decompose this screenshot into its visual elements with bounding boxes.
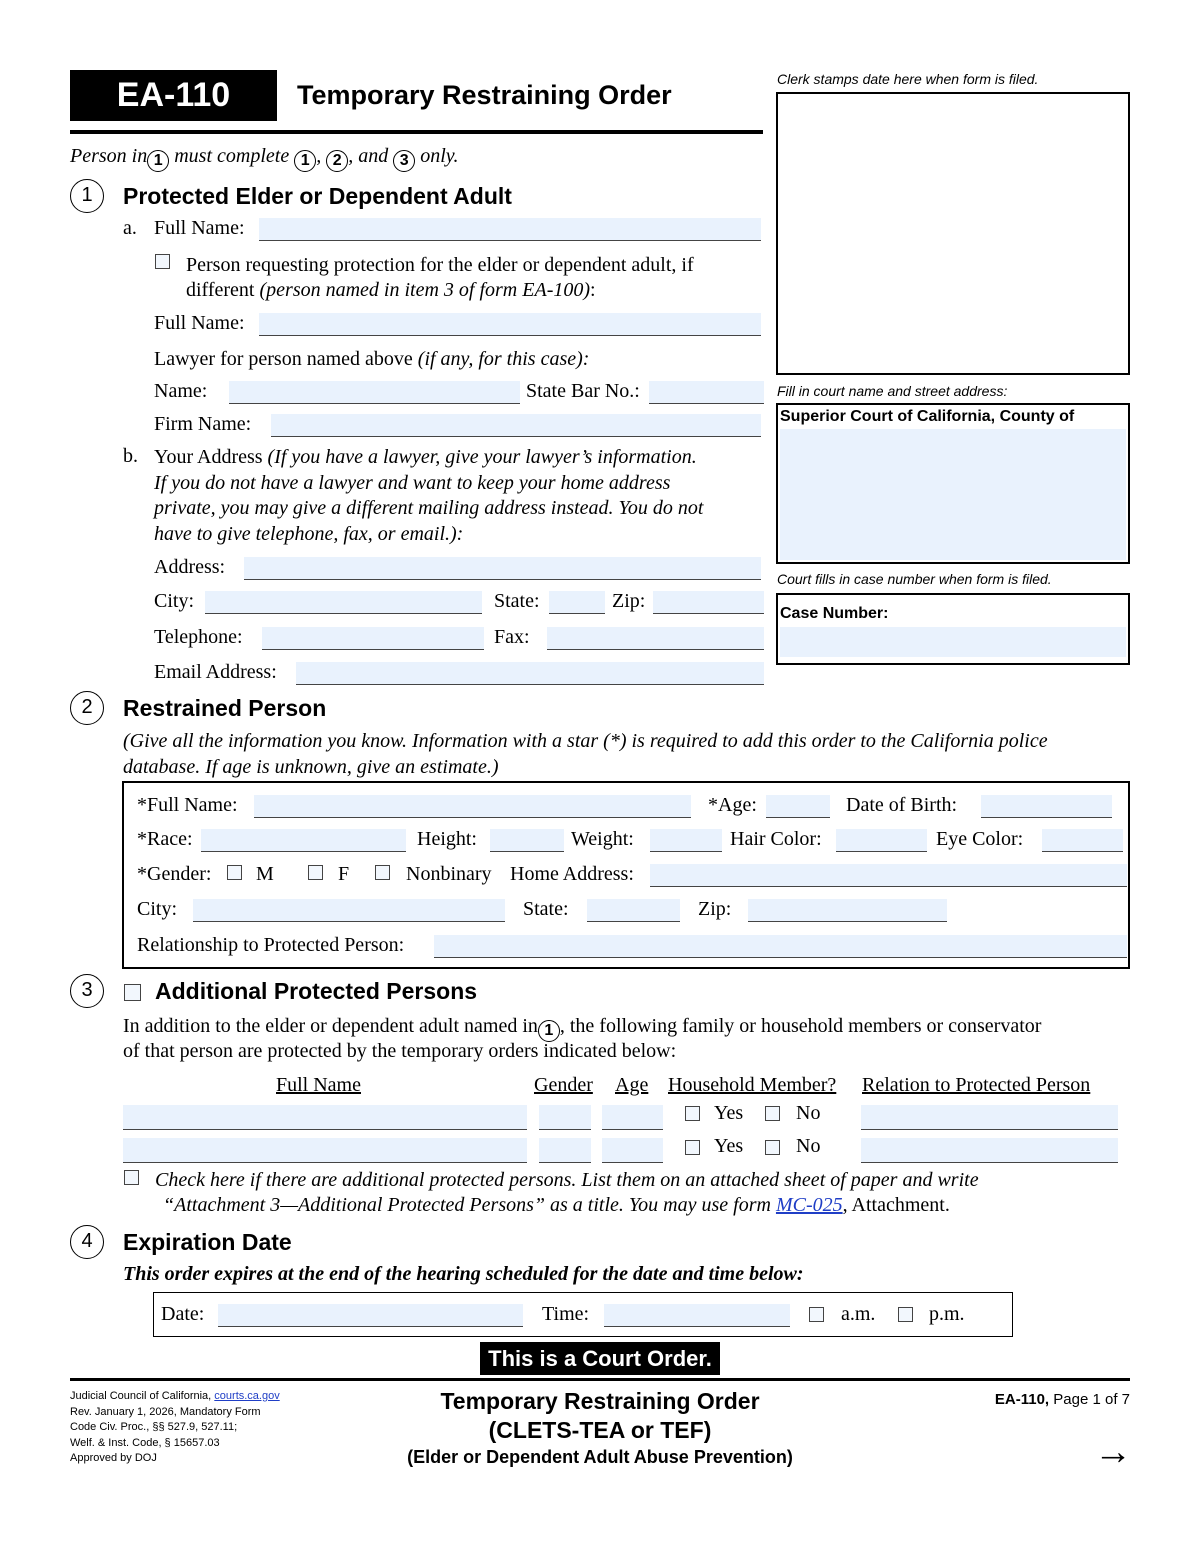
am-checkbox[interactable] (809, 1307, 824, 1322)
rp-zip-input[interactable] (748, 899, 947, 922)
additional-persons-checkbox[interactable] (124, 984, 141, 1001)
text: , Attachment. (842, 1194, 950, 1216)
col-full-name: Full Name (276, 1074, 361, 1096)
protected-full-name-input[interactable] (259, 218, 761, 241)
pm-checkbox[interactable] (898, 1307, 913, 1322)
text: “Attachment 3—Additional Protected Persons” as a title. You may use form (163, 1194, 776, 1216)
instr-text: must complete (174, 145, 290, 167)
footer-title (350, 1387, 850, 1469)
requester-full-name-label: Full Name: (154, 312, 245, 334)
col-relation: Relation to Protected Person (862, 1074, 1091, 1096)
rp-state-input[interactable] (587, 899, 680, 922)
requester-text: Person requesting protection for the elder or dependent adult, if (186, 254, 694, 276)
rp-race-label: *Race: (137, 828, 193, 850)
rp-relationship-label: Relationship to Protected Person: (137, 934, 405, 956)
state-input[interactable] (549, 591, 605, 614)
case-number-label: Case Number: (780, 605, 889, 622)
requester-full-name-input[interactable] (259, 313, 761, 336)
state-bar-label: State Bar No.: (526, 380, 640, 402)
section-2-note (123, 728, 1048, 780)
rp-age-label: *Age: (708, 794, 757, 816)
text: Code Civ. Proc., §§ 527.9, 527.11; (70, 1421, 238, 1433)
requester-checkbox[interactable] (155, 254, 170, 269)
zip-label: Zip: (612, 590, 646, 612)
court-order-banner: This is a Court Order. (480, 1342, 720, 1375)
text: (if any, for this case): (417, 348, 590, 370)
rp-eye-input[interactable] (1042, 829, 1123, 852)
state-label: State: (494, 590, 540, 612)
section-2-number: 2 (70, 691, 104, 725)
text: Approved by DOJ (70, 1452, 157, 1464)
court-name: Superior Court of California, County of (780, 408, 1075, 425)
case-number-box (776, 593, 1130, 665)
rp-weight-label: Weight: (571, 828, 634, 850)
telephone-input[interactable] (262, 627, 484, 650)
exp-date-input[interactable] (218, 1304, 523, 1327)
text: Lawyer for person named above (154, 348, 418, 370)
form-code-box: EA-110 (70, 70, 277, 121)
section-1-title: Protected Elder or Dependent Adult (123, 183, 512, 209)
text: database. If age is unknown, give an estimate.) (123, 756, 499, 778)
gender-f-label: F (338, 863, 350, 885)
text: In addition to the elder or dependent adult named in (123, 1015, 538, 1037)
text: (Elder or Dependent Adult Abuse Prevention) (407, 1447, 793, 1467)
text: have to give telephone, fax, or email.): (154, 522, 464, 545)
court-address-input[interactable] (780, 429, 1126, 560)
gender-nonbinary-checkbox[interactable] (375, 865, 390, 880)
rp-hair-label: Hair Color: (730, 828, 822, 850)
ap1-full-name-input[interactable] (123, 1105, 527, 1130)
rp-full-name-input[interactable] (254, 795, 691, 818)
section-3-title: Additional Protected Persons (155, 978, 478, 1004)
state-bar-input[interactable] (649, 381, 764, 404)
text: Welf. & Inst. Code, § 15657.03 (70, 1436, 220, 1449)
exp-time-input[interactable] (604, 1304, 790, 1327)
rp-zip-label: Zip: (698, 898, 732, 920)
col-age: Age (615, 1074, 649, 1096)
instr-text: , and (348, 145, 389, 167)
rp-dob-label: Date of Birth: (846, 794, 958, 816)
text: (Give all the information you know. Information with a star (*) is required to add this order to the California police (123, 730, 1048, 752)
courts-link[interactable]: courts.ca.gov (214, 1390, 280, 1402)
ap2-yes-label: Yes (714, 1135, 744, 1157)
firm-name-input[interactable] (271, 414, 761, 437)
email-label: Email Address: (154, 661, 277, 683)
rp-dob-input[interactable] (981, 795, 1112, 818)
text: Your Address (154, 446, 268, 468)
lawyer-label (154, 347, 589, 371)
text: (person named in item 3 of form EA-100) (259, 279, 591, 301)
ap2-relation-input[interactable] (861, 1138, 1118, 1163)
item-b-letter: b. (123, 445, 138, 467)
rp-age-input[interactable] (766, 795, 830, 818)
instructions (70, 144, 459, 172)
text: , the following family or household members or conservator (559, 1015, 1042, 1037)
fax-label: Fax: (494, 626, 530, 648)
rp-city-input[interactable] (193, 899, 505, 922)
section-4-subtitle: This order expires at the end of the hearing scheduled for the date and time below: (123, 1263, 804, 1285)
ap2-household-yes-checkbox[interactable] (685, 1140, 700, 1155)
rp-state-label: State: (523, 898, 569, 920)
col-gender: Gender (534, 1074, 593, 1096)
requester-text-2 (186, 278, 596, 302)
ap2-household-no-checkbox[interactable] (765, 1140, 780, 1155)
section-3-number: 3 (70, 974, 104, 1008)
gender-m-checkbox[interactable] (227, 865, 242, 880)
text: (If you have a lawyer, give your lawyer’s information. (267, 446, 697, 468)
ap2-full-name-input[interactable] (123, 1138, 527, 1163)
instr-text: Person in (70, 145, 148, 167)
rp-race-input[interactable] (201, 829, 406, 852)
additional-sheet-text: Check here if there are additional protected persons. List them on an attached sheet of paper and write (155, 1169, 979, 1191)
case-number-note: Court fills in case number when form is filed. (777, 571, 1052, 587)
address-input[interactable] (244, 557, 761, 580)
lawyer-name-input[interactable] (229, 381, 520, 404)
rp-home-label: Home Address: (510, 863, 634, 885)
text: Rev. January 1, 2026, Mandatory Form (70, 1405, 261, 1418)
clerk-stamp-label: Clerk stamps date here when form is filed. (777, 71, 1039, 87)
additional-sheet-text-2 (163, 1193, 950, 1217)
page-number (995, 1391, 1130, 1408)
ap1-no-label: No (796, 1102, 821, 1124)
header-rule (70, 130, 763, 134)
rp-city-label: City: (137, 898, 178, 920)
lawyer-name-label: Name: (154, 380, 208, 402)
text: Temporary Restraining Order (440, 1388, 760, 1414)
fax-input[interactable] (547, 627, 764, 650)
step-3-marker: 3 (393, 150, 415, 172)
instr-text: , (316, 145, 322, 167)
section-1-number: 1 (70, 179, 104, 213)
text: Judicial Council of California, (70, 1390, 215, 1402)
ap2-gender-input[interactable] (539, 1138, 591, 1163)
rp-eye-label: Eye Color: (936, 828, 1024, 850)
step-1-marker: 1 (538, 1020, 560, 1042)
ap1-yes-label: Yes (714, 1102, 744, 1124)
court-name-label: Fill in court name and street address: (777, 383, 1008, 399)
ap2-no-label: No (796, 1135, 821, 1157)
case-number-input[interactable] (780, 627, 1126, 657)
address-instructions (154, 445, 703, 547)
gender-nonbinary-label: Nonbinary (406, 863, 492, 885)
section-3-text-2: of that person are protected by the temporary orders indicated below: (123, 1040, 677, 1062)
clerk-stamp-box (776, 92, 1130, 375)
text: Page 1 of 7 (1049, 1391, 1130, 1408)
section-2-title: Restrained Person (123, 695, 327, 721)
text: : (590, 279, 596, 301)
section-4-number: 4 (70, 1225, 104, 1259)
ap1-household-no-checkbox[interactable] (765, 1106, 780, 1121)
ap1-age-input[interactable] (602, 1105, 663, 1130)
rp-relationship-input[interactable] (434, 935, 1127, 958)
city-input[interactable] (205, 591, 482, 614)
rp-height-label: Height: (417, 828, 477, 850)
section-3-text (123, 1014, 1041, 1042)
ap1-household-yes-checkbox[interactable] (685, 1106, 700, 1121)
text: EA-110, (994, 1391, 1050, 1408)
mc-025-link[interactable]: MC-025 (775, 1194, 843, 1216)
next-page-arrow-icon[interactable]: → (1094, 1431, 1132, 1473)
instr-text: only. (420, 145, 459, 167)
gender-f-checkbox[interactable] (308, 865, 323, 880)
form-title: Temporary Restraining Order (297, 80, 672, 110)
city-label: City: (154, 590, 195, 612)
step-2-marker: 2 (326, 150, 348, 172)
rp-home-address-input[interactable] (650, 864, 1127, 887)
ap1-relation-input[interactable] (861, 1105, 1118, 1130)
rp-height-input[interactable] (490, 829, 564, 852)
rp-full-name-label: *Full Name: (137, 794, 238, 816)
text: private, you may give a different mailing address instead. You do not (154, 497, 704, 519)
exp-date-label: Date: (161, 1303, 205, 1325)
court-name-box (776, 403, 1130, 564)
address-label: Address: (154, 556, 226, 578)
pm-label: p.m. (929, 1303, 965, 1325)
text: different (186, 279, 260, 301)
text: If you do not have a lawyer and want to keep your home address (154, 471, 671, 494)
gender-m-label: M (256, 863, 274, 885)
footer-left (70, 1389, 280, 1467)
additional-sheet-checkbox[interactable] (124, 1170, 139, 1185)
item-a-letter: a. (123, 217, 137, 239)
ap2-age-input[interactable] (602, 1138, 663, 1163)
text: (CLETS-TEA or TEF) (488, 1417, 712, 1443)
col-household-member: Household Member? (668, 1074, 837, 1096)
section-4-title: Expiration Date (123, 1229, 292, 1255)
email-input[interactable] (296, 662, 764, 685)
am-label: a.m. (841, 1303, 876, 1325)
footer-rule (70, 1378, 1130, 1381)
rp-weight-input[interactable] (650, 829, 722, 852)
rp-gender-label: *Gender: (137, 863, 212, 885)
step-1-marker: 1 (147, 150, 169, 172)
ap1-gender-input[interactable] (539, 1105, 591, 1130)
firm-name-label: Firm Name: (154, 413, 252, 435)
telephone-label: Telephone: (154, 626, 243, 648)
step-1-marker: 1 (294, 150, 316, 172)
zip-input[interactable] (653, 591, 764, 614)
rp-hair-input[interactable] (836, 829, 927, 852)
exp-time-label: Time: (542, 1303, 590, 1325)
full-name-label: Full Name: (154, 217, 245, 239)
